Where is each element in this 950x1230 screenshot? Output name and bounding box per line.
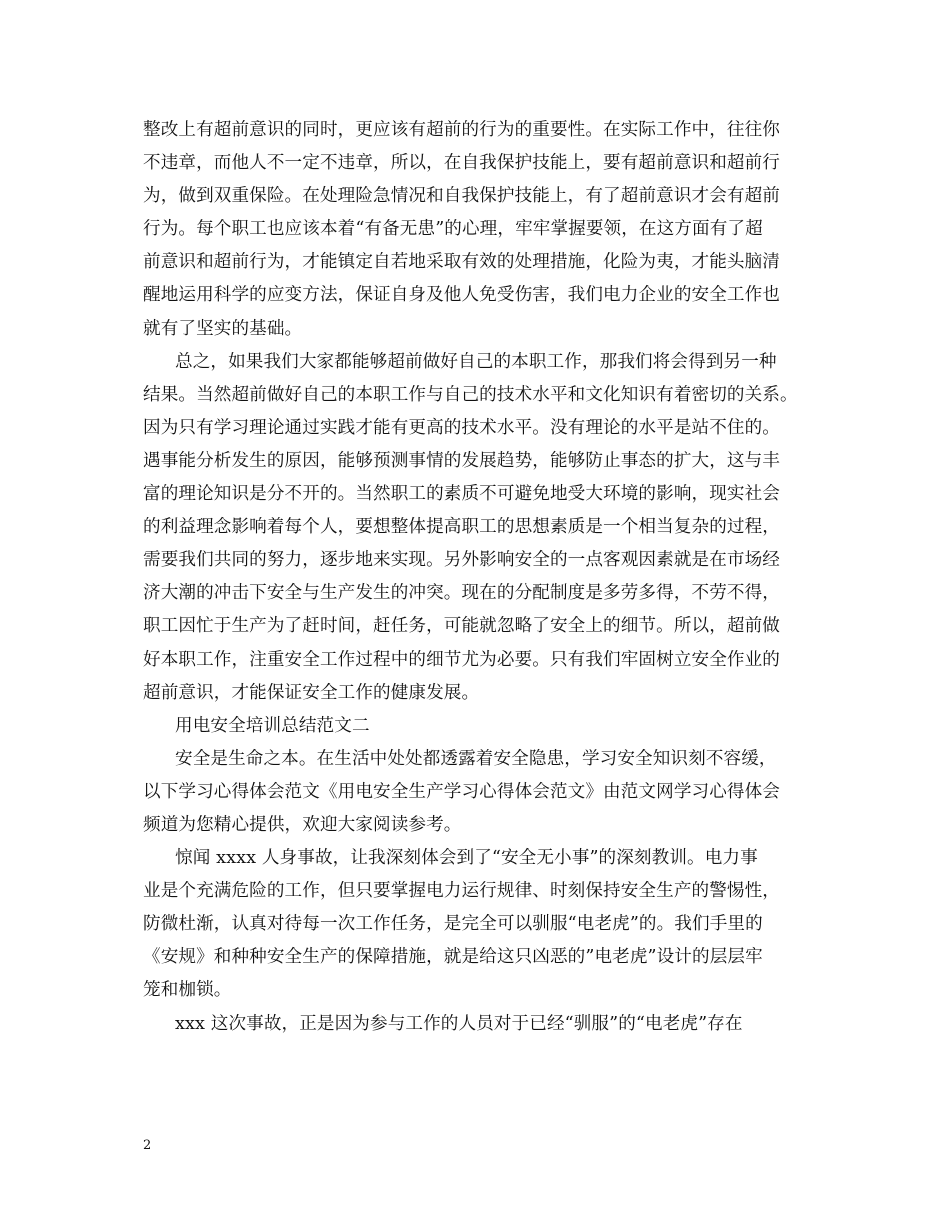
- text-line: 总之，如果我们大家都能够超前做好自己的本职工作，那我们将会得到另一种: [175, 351, 777, 372]
- text-line: 超前意识，才能保证安全工作的健康发展。: [143, 682, 480, 703]
- text-line: 因为只有学习理论通过实践才能有更高的技术水平。没有理论的水平是站不住的。: [143, 417, 780, 438]
- text-line: 以下学习心得体会范文《用电安全生产学习心得体会范文》由范文网学习心得体会: [143, 781, 780, 802]
- text-line: 惊闻 xxxx 人身事故，让我深刻体会到了“安全无小事”的深刻教训。电力事: [175, 848, 758, 869]
- text-line: 职工因忙于生产为了赶时间，赶任务，可能就忽略了安全上的细节。所以，超前做: [143, 616, 780, 637]
- text-line: 济大潮的冲击下安全与生产发生的冲突。现在的分配制度是多劳多得，不劳不得，: [143, 583, 780, 604]
- page-number: 2: [143, 1138, 152, 1153]
- text-line: 不违章，而他人不一定不违章，所以，在自我保护技能上，要有超前意识和超前行: [143, 153, 780, 174]
- text-line: 整改上有超前意识的同时，更应该有超前的行为的重要性。在实际工作中，往往你: [143, 120, 780, 140]
- text-line: xxx 这次事故，正是因为参与工作的人员对于已经“驯服”的“电老虎”存在: [175, 1013, 743, 1034]
- text-line: 结果。当然超前做好自己的本职工作与自己的技术水平和文化知识有着密切的关系。: [143, 384, 798, 405]
- text-line: 醒地运用科学的应变方法，保证自身及他人免受伤害，我们电力企业的安全工作也: [143, 285, 780, 306]
- text-line: 前意识和超前行为，才能镇定自若地采取有效的处理措施，化险为夷，才能头脑清: [143, 252, 780, 273]
- text-line: 防微杜渐，认真对待每一次工作任务，是完全可以驯服“电老虎”的。我们手里的: [143, 914, 763, 935]
- text-line: 行为。每个职工也应该本着“有备无患”的心理，牢牢掌握要领，在这方面有了超: [143, 219, 763, 240]
- text-line: 为，做到双重保险。在处理险急情况和自我保护技能上，有了超前意识才会有超前: [143, 186, 780, 207]
- text-line: 用电安全培训总结范文二: [175, 715, 370, 736]
- text-line: 遇事能分析发生的原因，能够预测事情的发展趋势，能够防止事态的扩大，这与丰: [143, 450, 780, 471]
- text-line: 就有了坚实的基础。: [143, 318, 303, 339]
- text-line: 安全是生命之本。在生活中处处都透露着安全隐患，学习安全知识刻不容缓，: [175, 748, 777, 769]
- text-line: 笼和枷锁。: [143, 980, 232, 1001]
- text-line: 业是个充满危险的工作，但只要掌握电力运行规律、时刻保持安全生产的警惕性，: [143, 881, 780, 902]
- text-line: 的利益理念影响着每个人，要想整体提高职工的思想素质是一个相当复杂的过程，: [143, 517, 780, 538]
- body-text: [143, 114, 823, 1041]
- text-line: 好本职工作，注重安全工作过程中的细节尤为必要。只有我们牢固树立安全作业的: [143, 649, 780, 670]
- text-line: 频道为您精心提供，欢迎大家阅读参考。: [143, 814, 462, 835]
- text-line: 《安规》和种种安全生产的保障措施，就是给这只凶恶的”电老虎”设计的层层牢: [143, 947, 763, 968]
- text-line: 需要我们共同的努力，逐步地来实现。另外影响安全的一点客观因素就是在市场经: [143, 550, 780, 571]
- text-line: 富的理论知识是分不开的。当然职工的素质不可避免地受大环境的影响，现实社会: [143, 484, 780, 505]
